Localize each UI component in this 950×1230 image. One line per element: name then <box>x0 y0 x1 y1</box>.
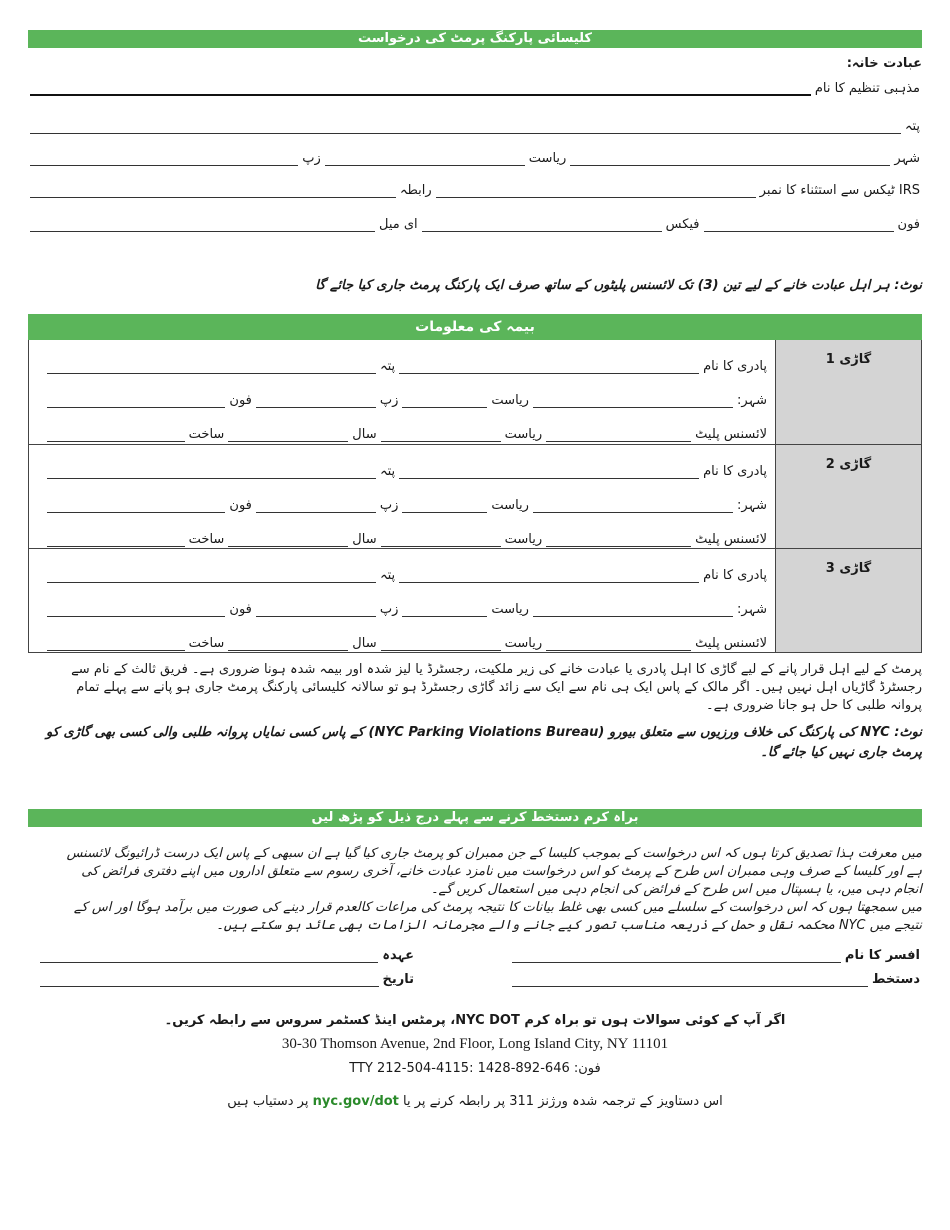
house-address-label: پتہ <box>904 119 920 134</box>
vehicle-state-field[interactable] <box>402 603 487 617</box>
translated-suffix: پر دستیاب ہیں <box>227 1094 309 1109</box>
house-phone-row <box>28 198 922 232</box>
note-violations: نوٹ: NYC کی پارکنگ کی خلاف ورزیوں سے متعلق بیورو (NYC Parking Violations Bureau) کے پاس کسی نمایاں پروانہ طلبی والی کسی بھی گاڑی کو پرمٹ جاری نہیں کیا جائے گا۔ <box>46 725 922 760</box>
year-field[interactable] <box>228 637 348 651</box>
sign-heading: براہ کرم دستخط کرنے سے پہلے درج ذیل کو پڑھ لیں <box>28 809 922 827</box>
make-label: ساخت <box>188 427 225 442</box>
insurance-heading: بیمہ کی معلومات <box>28 314 922 340</box>
vehicle-row-city <box>45 481 769 515</box>
plate-state-label: ریاست <box>504 427 543 442</box>
year-field[interactable] <box>228 533 348 547</box>
signature-row-1 <box>28 939 922 963</box>
fax-label: فیکس <box>665 217 700 232</box>
fax-field[interactable] <box>422 218 662 232</box>
make-field[interactable] <box>47 637 185 651</box>
clergy-name-field[interactable] <box>399 465 699 479</box>
clergy-name-label: پادری کا نام <box>703 568 767 583</box>
clergy-name-label: پادری کا نام <box>703 359 767 374</box>
irs-field[interactable] <box>436 184 756 198</box>
footer-address: 30-30 Thomson Avenue, 2nd Floor, Long Island City, NY 11101 <box>281 1036 669 1052</box>
vehicle-city-label: شہر: <box>736 393 767 408</box>
footer-translated <box>28 1094 922 1109</box>
vehicle-address-label: پتہ <box>379 568 396 583</box>
date-label: تاریخ <box>382 972 414 987</box>
note-one-permit: نوٹ: ہر اہل عبادت خانے کے لیے تین (3) تک لائسنس پلیٹوں کے ساتھ صرف ایک پارکنگ پرمٹ جاری کیا جائے گا <box>315 278 922 293</box>
date-field[interactable] <box>40 973 379 987</box>
vehicle-state-label: ریاست <box>491 498 529 513</box>
plate-label: لائسنس پلیٹ <box>695 636 767 651</box>
vehicle-address-field[interactable] <box>47 465 376 479</box>
vehicle-address-field[interactable] <box>47 360 376 374</box>
make-label: ساخت <box>188 636 225 651</box>
plate-field[interactable] <box>546 637 691 651</box>
vehicle-phone-field[interactable] <box>47 394 225 408</box>
title-label: عہدہ <box>382 948 414 963</box>
vehicle-row-plate <box>45 515 769 549</box>
clergy-name-field[interactable] <box>399 360 699 374</box>
eligibility-paragraph: پرمٹ کے لیے اہل قرار پانے کے لیے گاڑی کا اہل پادری یا عبادت خانے کی زیر ملکیت، رجسٹرڈ یا لیز شدہ اور بیمہ شدہ ہونا ضروری ہے۔ فریق ثالث کے نام سے رجسٹرڈ گاڑیاں اہل نہیں ہیں۔ اگر مالک کے پاس ایک ہی نام سے ایک سے زائد گاڑی رجسٹرڈ ہو تو سالانہ کلیسائی پارکنگ پرمٹ جاری ہو پانے سے پہلے تمام پروانہ طلبی کا حل ہو جانا ضروری ہے۔ <box>71 662 922 713</box>
vehicle-block <box>29 444 921 548</box>
vehicle-label: گاڑی 1 <box>775 340 921 444</box>
vehicle-row-plate <box>45 619 769 653</box>
org-name-label: مذہبی تنظیم کا نام <box>814 81 920 96</box>
clergy-name-field[interactable] <box>399 569 699 583</box>
house-zip-label: زپ <box>302 151 321 166</box>
permit-application-form <box>28 30 922 1109</box>
plate-state-field[interactable] <box>381 637 501 651</box>
plate-field[interactable] <box>546 533 691 547</box>
vehicle-block <box>29 548 921 652</box>
vehicle-zip-label: زپ <box>379 602 399 617</box>
make-label: ساخت <box>188 532 225 547</box>
make-field[interactable] <box>47 428 185 442</box>
make-field[interactable] <box>47 533 185 547</box>
org-name-field[interactable] <box>30 82 811 96</box>
signature-row-2 <box>28 963 922 987</box>
signature-field[interactable] <box>512 973 868 987</box>
plate-state-field[interactable] <box>381 533 501 547</box>
vehicle-label: گاڑی 3 <box>775 549 921 652</box>
vehicle-address-label: پتہ <box>379 464 396 479</box>
contact-field[interactable] <box>30 184 396 198</box>
irs-label: IRS ٹیکس سے استثناء کا نمبر <box>759 183 920 198</box>
year-field[interactable] <box>228 428 348 442</box>
officer-name-field[interactable] <box>512 949 841 963</box>
plate-field[interactable] <box>546 428 691 442</box>
footer-phones: فون: 646-892-1428 :TTY 212-504-4115 <box>349 1061 601 1076</box>
year-label: سال <box>352 636 377 651</box>
org-name-row <box>28 74 922 96</box>
vehicle-city-label: شہر: <box>736 602 767 617</box>
vehicle-row-city <box>45 376 769 410</box>
vehicle-block <box>29 340 921 444</box>
vehicle-row-clergy <box>45 551 769 585</box>
vehicle-state-field[interactable] <box>402 394 487 408</box>
vehicle-city-field[interactable] <box>533 394 733 408</box>
certify-paragraph-1: میں معرفت ہذا تصدیق کرتا ہوں کہ اس درخواست کے بموجب کلیسا کے جن ممبران کو پرمٹ جاری کیا گیا ہے ان سبھی کے پاس ایک درست ڈرائیونگ لائسنس ہے اور کلیسا کے صرف وہی ممبران اس طرح کے پرمٹ کو اس درخواست میں نامزد عبادت خانے، آخری رسوم سے متعلق اداروں میں اپنے دفتری فرائض کی انجام دہی میں، یا ہسپتال میں اس طرح کے فرائض کی انجام دہی میں استعمال کریں گے۔ <box>66 846 922 897</box>
vehicle-row-city <box>45 585 769 619</box>
house-city-row <box>28 134 922 166</box>
vehicle-zip-field[interactable] <box>256 394 376 408</box>
translated-prefix: اس دستاویز کے ترجمہ شدہ ورژنز 311 پر رابطہ کرنے پر یا <box>403 1094 723 1109</box>
form-title: کلیسائی پارکنگ پرمٹ کی درخواست <box>28 30 922 48</box>
house-phone-field[interactable] <box>704 218 894 232</box>
plate-state-label: ریاست <box>504 636 543 651</box>
vehicle-phone-label: فون <box>229 498 252 513</box>
vehicle-city-field[interactable] <box>533 603 733 617</box>
email-label: ای میل <box>378 217 418 232</box>
vehicle-phone-label: فون <box>229 393 252 408</box>
clergy-name-label: پادری کا نام <box>703 464 767 479</box>
year-label: سال <box>352 532 377 547</box>
footer-contact: اگر آپ کے کوئی سوالات ہوں تو براہ کرم NYC DOT، پرمٹس اینڈ کسٹمر سروس سے رابطہ کریں۔ <box>164 1013 786 1028</box>
contact-label: رابطہ <box>399 183 432 198</box>
vehicle-zip-field[interactable] <box>256 499 376 513</box>
vehicle-phone-label: فون <box>229 602 252 617</box>
vehicle-city-field[interactable] <box>533 499 733 513</box>
vehicle-state-label: ریاست <box>491 393 529 408</box>
nyc-dot-link[interactable]: nyc.gov/dot <box>312 1094 399 1109</box>
vehicle-state-field[interactable] <box>402 499 487 513</box>
house-heading: عبادت خانہ: <box>846 56 922 71</box>
officer-name-label: افسر کا نام <box>844 948 920 963</box>
vehicle-city-label: شہر: <box>736 498 767 513</box>
vehicle-label: گاڑی 2 <box>775 445 921 548</box>
vehicle-row-clergy <box>45 342 769 376</box>
certify-paragraph-2: میں سمجھتا ہوں کہ اس درخواست کے سلسلے میں کسی بھی غلط بیانات کا نتیجہ پرمٹ کی مراعات کالعدم قرار دینے کی صورت میں برآمد ہوگا اور اس کے نتیجے میں NYC محکمہ نقل و حمل کے ذریعہ مناسب تصور کیے جانے والے مجرمانہ الزامات بھی عائد ہو سکتے ہیں۔ <box>73 900 922 933</box>
house-zip-field[interactable] <box>30 152 298 166</box>
vehicle-zip-label: زپ <box>379 393 399 408</box>
plate-label: لائسنس پلیٹ <box>695 532 767 547</box>
house-city-field[interactable] <box>570 152 890 166</box>
house-irs-row <box>28 166 922 198</box>
house-address-row <box>28 96 922 134</box>
year-label: سال <box>352 427 377 442</box>
signature-label: دستخط <box>871 972 920 987</box>
plate-label: لائسنس پلیٹ <box>695 427 767 442</box>
vehicle-row-plate <box>45 410 769 444</box>
house-state-field[interactable] <box>325 152 525 166</box>
plate-state-field[interactable] <box>381 428 501 442</box>
vehicle-address-label: پتہ <box>379 359 396 374</box>
vehicle-phone-field[interactable] <box>47 499 225 513</box>
plate-state-label: ریاست <box>504 532 543 547</box>
house-city-label: شہر <box>894 151 920 166</box>
vehicle-address-field[interactable] <box>47 569 376 583</box>
vehicle-table <box>28 340 922 653</box>
house-address-field[interactable] <box>30 120 901 134</box>
vehicle-state-label: ریاست <box>491 602 529 617</box>
house-state-label: ریاست <box>528 151 567 166</box>
vehicle-zip-field[interactable] <box>256 603 376 617</box>
house-phone-label: فون <box>897 217 920 232</box>
vehicle-zip-label: زپ <box>379 498 399 513</box>
vehicle-phone-field[interactable] <box>47 603 225 617</box>
email-field[interactable] <box>30 218 375 232</box>
title-field[interactable] <box>40 949 378 963</box>
vehicle-row-clergy <box>45 447 769 481</box>
